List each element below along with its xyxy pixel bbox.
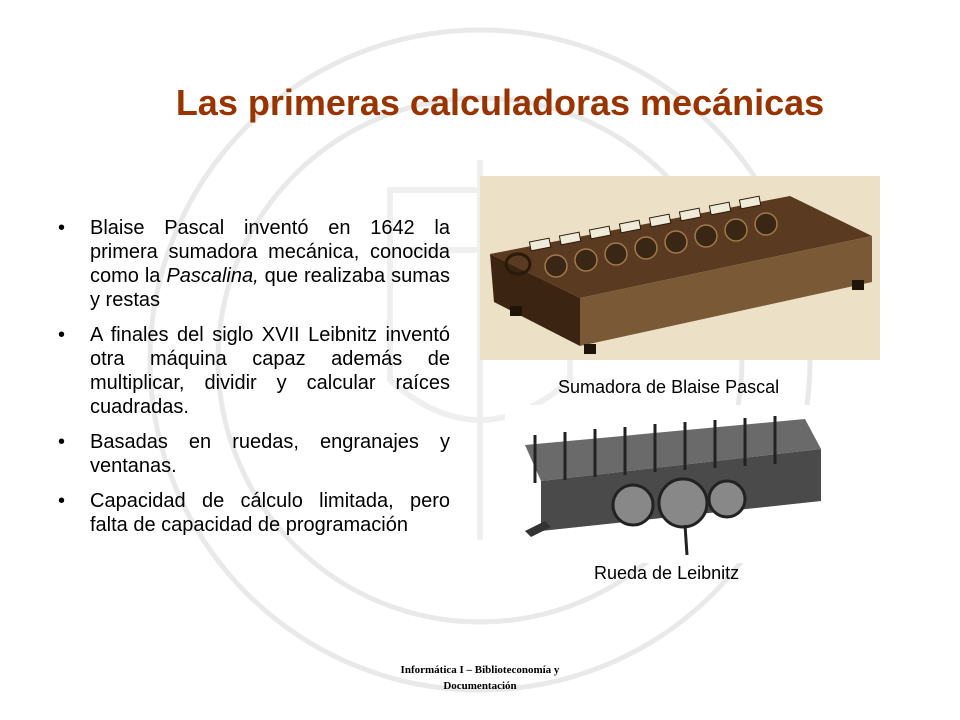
footer-line: Documentación xyxy=(443,680,517,692)
bullet-text: que realizaba sumas y restas xyxy=(90,265,451,311)
pascaline-caption: Sumadora de Blaise Pascal xyxy=(558,377,780,397)
slide-footer xyxy=(340,662,620,694)
bullet-item: • Basadas en ruedas, engranajes y ventanas. xyxy=(58,430,450,478)
bullet-item xyxy=(58,216,450,312)
leibniz-wheel-photo xyxy=(505,405,835,563)
leibniz-caption: Rueda de Leibnitz xyxy=(594,563,740,583)
bullet-item: • Capacidad de cálculo limitada, pero falta de capacidad de programación xyxy=(58,489,450,537)
bullet-item: • A finales del siglo XVII Leibnitz inventó otra máquina capaz además de multiplicar, dividir y calcular raíces cuadradas. xyxy=(58,323,450,419)
pascaline-photo xyxy=(480,176,880,360)
bullet-list xyxy=(58,216,450,548)
bullet-emphasis: Pascalina, xyxy=(166,265,259,287)
bullet-text: Blaise Pascal inventó en 1642 la primera sumadora mecánica, conocida como la xyxy=(90,217,450,287)
slide-title: Las primeras calculadoras mecánicas xyxy=(175,82,825,123)
footer-line: Informática I – Biblioteconomía y xyxy=(400,664,560,676)
